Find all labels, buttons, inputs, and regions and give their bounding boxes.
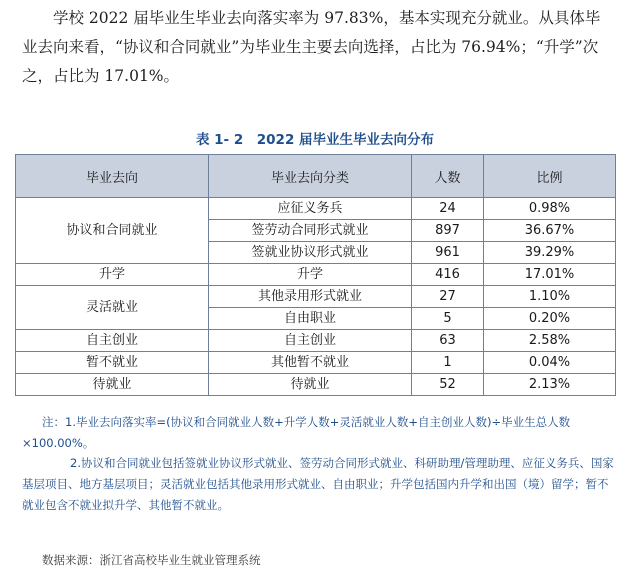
table-caption: 表 1- 2 2022 届毕业生毕业去向分布 xyxy=(195,132,435,148)
category-cell: 签就业协议形式就业 xyxy=(209,242,412,264)
header-count: 人数 xyxy=(412,155,484,198)
category-cell: 应征义务兵 xyxy=(209,198,412,220)
category-cell: 其他录用形式就业 xyxy=(209,286,412,308)
group-cell: 自主创业 xyxy=(16,330,209,352)
group-cell: 待就业 xyxy=(16,374,209,396)
category-cell: 升学 xyxy=(209,264,412,286)
data-source: 数据来源：浙江省高校毕业生就业管理系统 xyxy=(42,553,261,567)
count-cell: 416 xyxy=(412,264,484,286)
table-header-row xyxy=(16,155,616,198)
table-row xyxy=(16,264,616,286)
count-cell: 24 xyxy=(412,198,484,220)
count-cell: 5 xyxy=(412,308,484,330)
header-category: 毕业去向分类 xyxy=(209,155,412,198)
count-cell: 52 xyxy=(412,374,484,396)
count-cell: 897 xyxy=(412,220,484,242)
intro-paragraph: 学校 2022 届毕业生毕业去向落实率为 97.83%，基本实现充分就业。从具体毕业去向来看，“协议和合同就业”为毕业生主要去向选择，占比为 76.94%；“升学”次之，占比为 17.01%。 xyxy=(22,9,601,85)
table-row xyxy=(16,286,616,308)
ratio-cell: 0.98% xyxy=(484,198,616,220)
ratio-cell: 36.67% xyxy=(484,220,616,242)
category-cell: 待就业 xyxy=(209,374,412,396)
group-cell: 升学 xyxy=(16,264,209,286)
note-2: 2.协议和合同就业包括签就业协议形式就业、签劳动合同形式就业、科研助理/管理助理、应征义务兵、国家基层项目、地方基层项目；灵活就业包括其他录用形式就业、自由职业；升学包括国内升学和出国（境）留学；暂不就业包含不就业拟升学、其他暂不就业。 xyxy=(22,456,614,512)
category-cell: 签劳动合同形式就业 xyxy=(209,220,412,242)
count-cell: 27 xyxy=(412,286,484,308)
group-cell: 暂不就业 xyxy=(16,352,209,374)
header-destination: 毕业去向 xyxy=(16,155,209,198)
table-row xyxy=(16,374,616,396)
ratio-cell: 0.04% xyxy=(484,352,616,374)
header-ratio: 比例 xyxy=(484,155,616,198)
count-cell: 63 xyxy=(412,330,484,352)
ratio-cell: 2.58% xyxy=(484,330,616,352)
note-1: 注：1.毕业去向落实率=(协议和合同就业人数+升学人数+灵活就业人数+自主创业人数)÷毕业生总人数×100.00%。 xyxy=(22,415,571,450)
category-cell: 自主创业 xyxy=(209,330,412,352)
table-row xyxy=(16,330,616,352)
ratio-cell: 1.10% xyxy=(484,286,616,308)
ratio-cell: 17.01% xyxy=(484,264,616,286)
count-cell: 961 xyxy=(412,242,484,264)
group-cell: 灵活就业 xyxy=(16,286,209,330)
count-cell: 1 xyxy=(412,352,484,374)
group-cell: 协议和合同就业 xyxy=(16,198,209,264)
ratio-cell: 39.29% xyxy=(484,242,616,264)
category-cell: 其他暂不就业 xyxy=(209,352,412,374)
category-cell: 自由职业 xyxy=(209,308,412,330)
ratio-cell: 2.13% xyxy=(484,374,616,396)
destination-table xyxy=(15,154,616,396)
table-row xyxy=(16,198,616,220)
ratio-cell: 0.20% xyxy=(484,308,616,330)
table-row xyxy=(16,352,616,374)
